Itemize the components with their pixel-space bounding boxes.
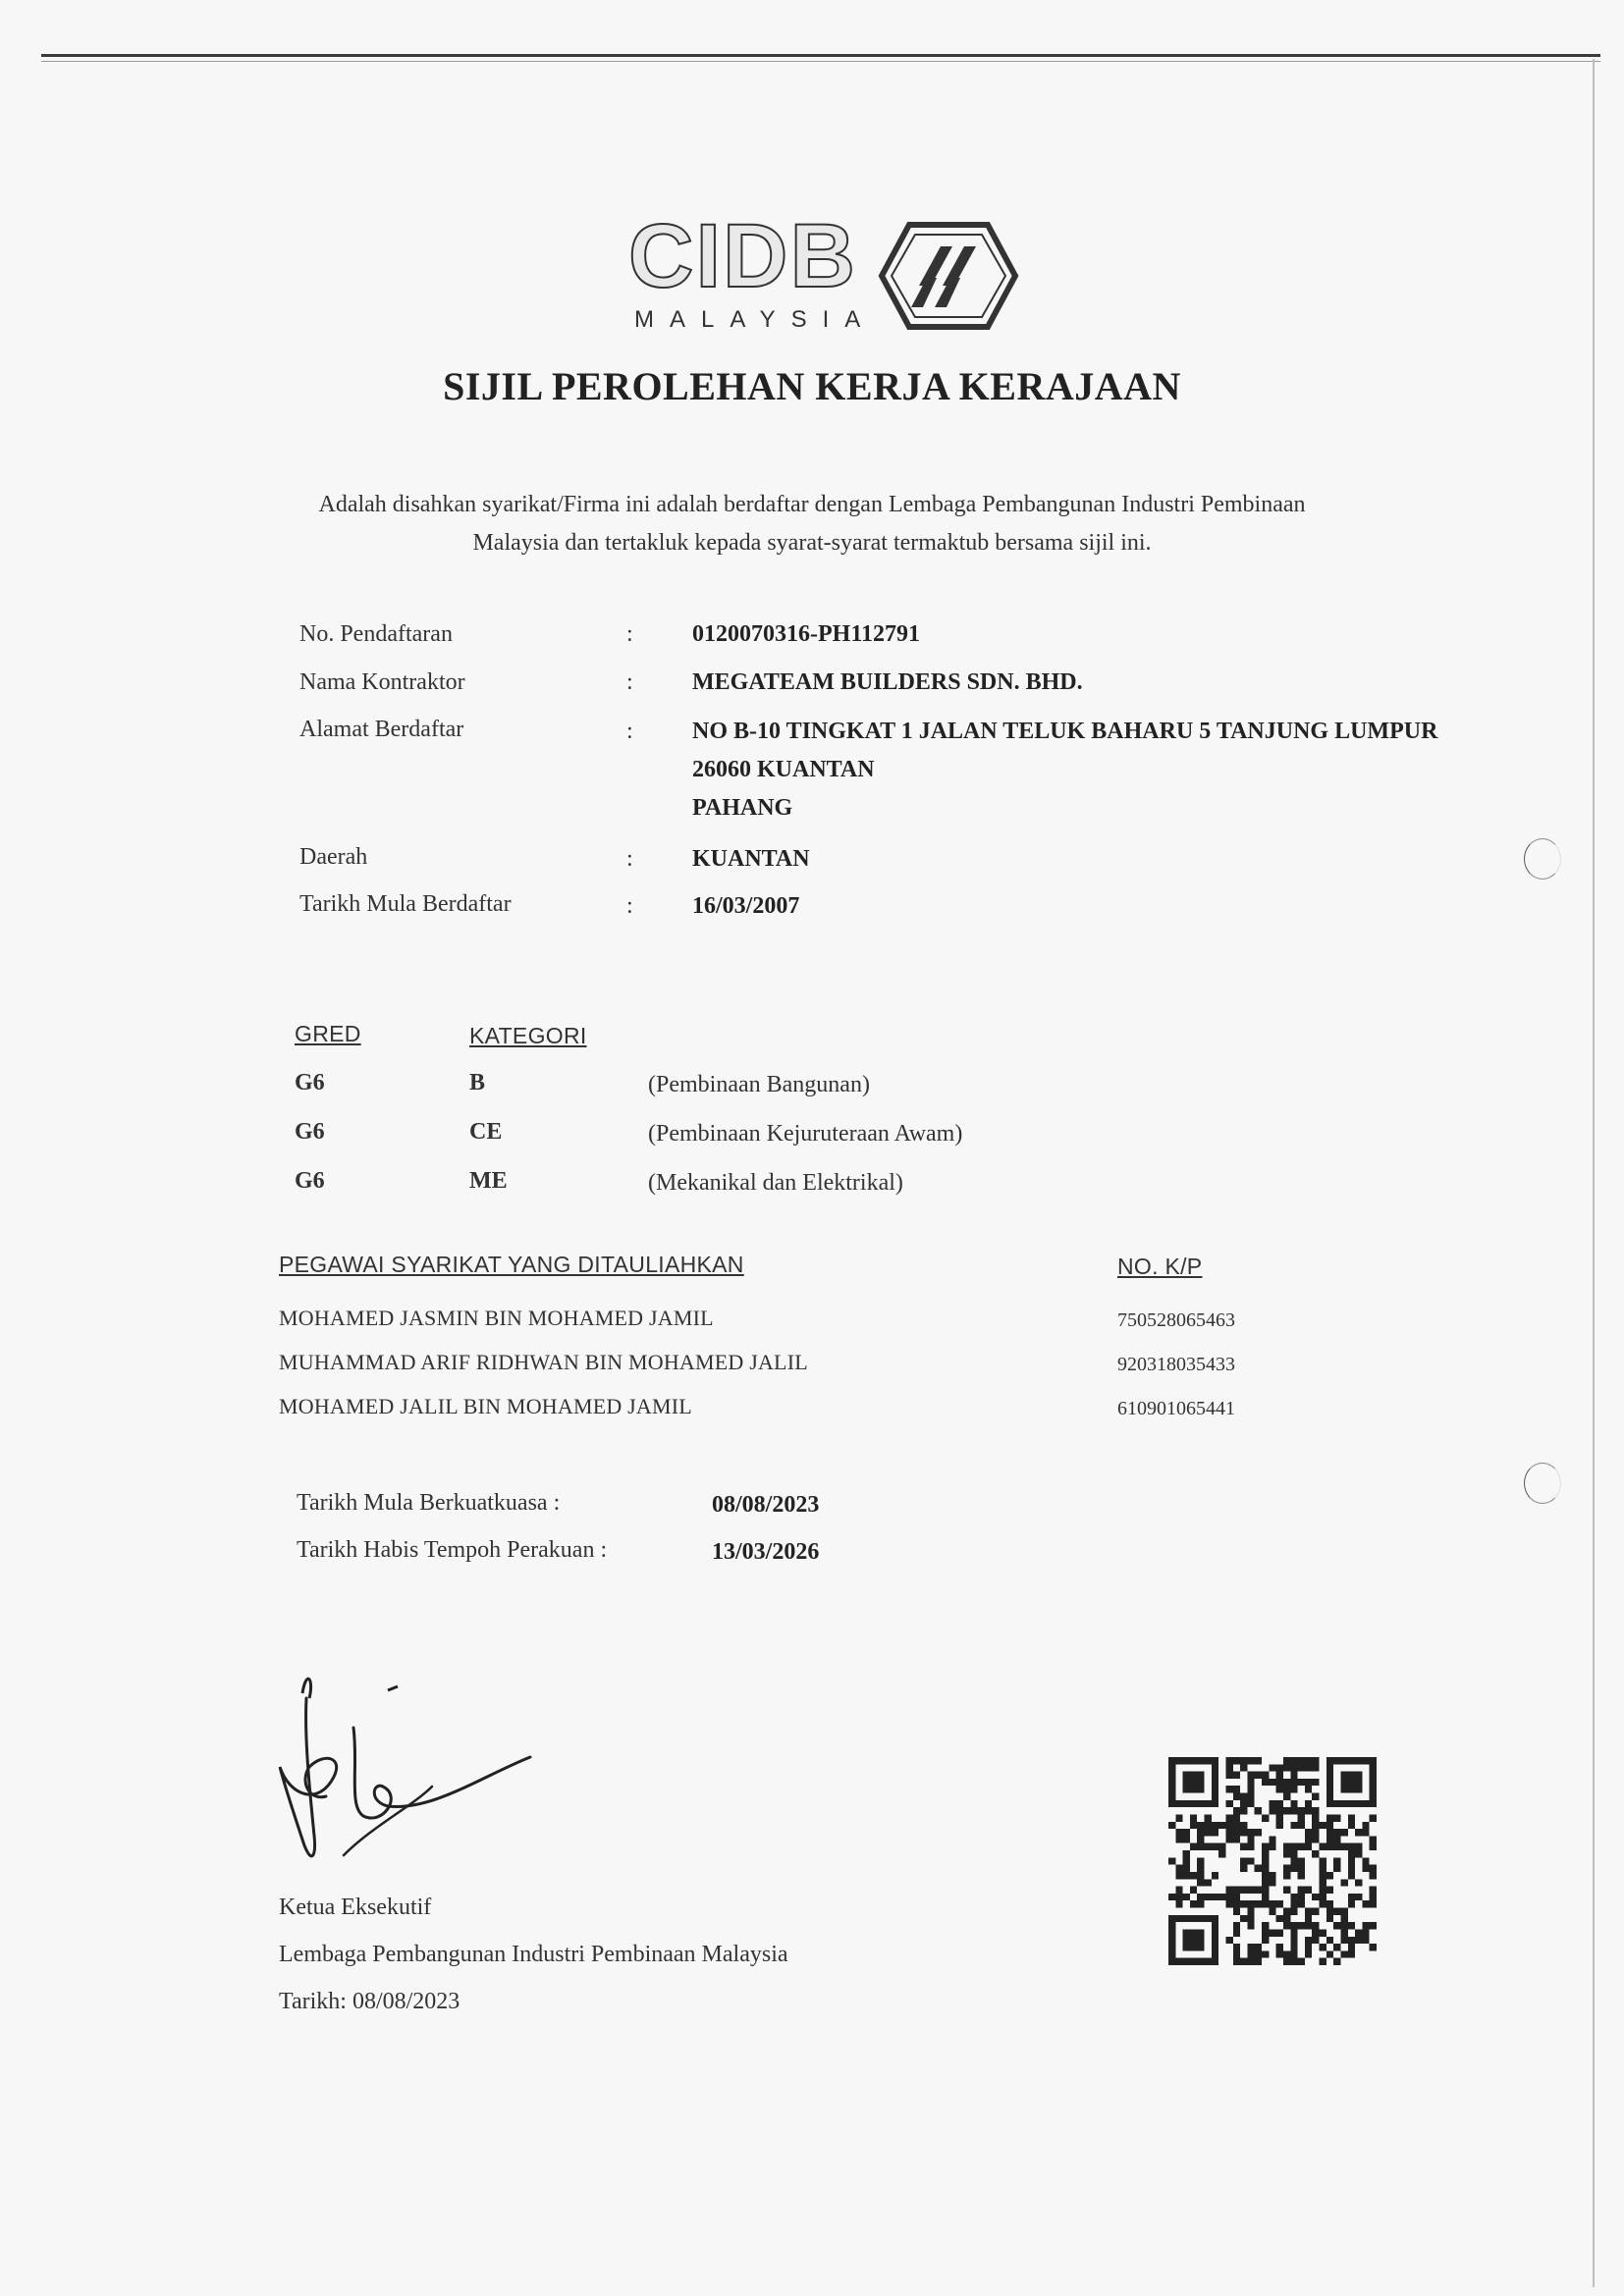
grade-column-header: GRED bbox=[295, 1021, 361, 1046]
officers-column-header: PEGAWAI SYARIKAT YANG DITAULIAHKAN bbox=[279, 1252, 744, 1277]
officer-ic: 750528065463 bbox=[1117, 1309, 1235, 1331]
certificate-title: SIJIL PEROLEHAN KERJA KERAJAAN bbox=[443, 364, 1181, 408]
officer-ic: 920318035433 bbox=[1117, 1354, 1235, 1375]
registration-no-label: No. Pendaftaran bbox=[299, 621, 453, 647]
top-border-line bbox=[41, 54, 1600, 57]
start-date-label: Tarikh Mula Berdaftar bbox=[299, 891, 512, 917]
address-line-3: PAHANG bbox=[692, 795, 793, 821]
logo-subtitle: MALAYSIA bbox=[634, 306, 877, 333]
officer-ic: 610901065441 bbox=[1117, 1398, 1235, 1419]
grade-cell: G6 bbox=[295, 1168, 325, 1194]
top-border-line-thin bbox=[41, 61, 1600, 62]
officer-name: MOHAMED JASMIN BIN MOHAMED JAMIL bbox=[279, 1306, 714, 1330]
category-cell: CE bbox=[469, 1119, 503, 1145]
punch-hole bbox=[1524, 1463, 1561, 1504]
signatory-organisation: Lembaga Pembangunan Industri Pembinaan Malaysia bbox=[279, 1942, 788, 1967]
field-colon: : bbox=[626, 669, 633, 695]
category-cell: ME bbox=[469, 1168, 508, 1194]
category-description: (Pembinaan Kejuruteraan Awam) bbox=[648, 1121, 963, 1147]
address-label: Alamat Berdaftar bbox=[299, 717, 464, 742]
contractor-name-label: Nama Kontraktor bbox=[299, 669, 465, 695]
officer-name: MOHAMED JALIL BIN MOHAMED JAMIL bbox=[279, 1394, 692, 1418]
statement-line-2: Malaysia dan tertakluk kepada syarat-syarat termaktub bersama sijil ini. bbox=[472, 530, 1152, 556]
contractor-name-value: MEGATEAM BUILDERS SDN. BHD. bbox=[692, 669, 1083, 695]
certification-statement bbox=[255, 486, 1369, 562]
field-colon: : bbox=[626, 846, 633, 872]
effective-date-value: 08/08/2023 bbox=[712, 1492, 820, 1518]
signature-date: Tarikh: 08/08/2023 bbox=[279, 1989, 460, 2014]
effective-date-label: Tarikh Mula Berkuatkuasa : bbox=[297, 1490, 561, 1516]
address-line-2: 26060 KUANTAN bbox=[692, 757, 875, 782]
ic-column-header: NO. K/P bbox=[1117, 1254, 1203, 1279]
field-colon: : bbox=[626, 893, 633, 919]
cidb-logo bbox=[628, 206, 1021, 344]
registration-no-value: 0120070316-PH112791 bbox=[692, 621, 920, 647]
category-description: (Pembinaan Bangunan) bbox=[648, 1072, 870, 1097]
district-value: KUANTAN bbox=[692, 846, 810, 872]
category-description: (Mekanikal dan Elektrikal) bbox=[648, 1170, 903, 1196]
district-label: Daerah bbox=[299, 844, 368, 870]
punch-hole bbox=[1524, 838, 1561, 880]
field-colon: : bbox=[626, 621, 633, 647]
signatory-title: Ketua Eksekutif bbox=[279, 1895, 432, 1920]
statement-line-1: Adalah disahkan syarikat/Firma ini adalah berdaftar dengan Lembaga Pembangunan Industri Pembinaan bbox=[318, 492, 1306, 517]
address-line-1: NO B-10 TINGKAT 1 JALAN TELUK BAHARU 5 TANJUNG LUMPUR bbox=[692, 719, 1438, 744]
cidb-emblem-icon bbox=[872, 217, 1019, 335]
expiry-date-value: 13/03/2026 bbox=[712, 1539, 820, 1565]
category-column-header: KATEGORI bbox=[469, 1023, 587, 1048]
handwritten-signature bbox=[265, 1659, 560, 1885]
officer-name: MUHAMMAD ARIF RIDHWAN BIN MOHAMED JALIL bbox=[279, 1350, 808, 1374]
start-date-value: 16/03/2007 bbox=[692, 893, 800, 919]
field-colon: : bbox=[626, 719, 633, 744]
category-cell: B bbox=[469, 1070, 486, 1095]
grade-cell: G6 bbox=[295, 1119, 325, 1145]
qr-code bbox=[1168, 1757, 1377, 1965]
grade-cell: G6 bbox=[295, 1070, 325, 1095]
expiry-date-label: Tarikh Habis Tempoh Perakuan : bbox=[297, 1537, 608, 1563]
logo-brand-text: CIDB bbox=[628, 206, 857, 306]
